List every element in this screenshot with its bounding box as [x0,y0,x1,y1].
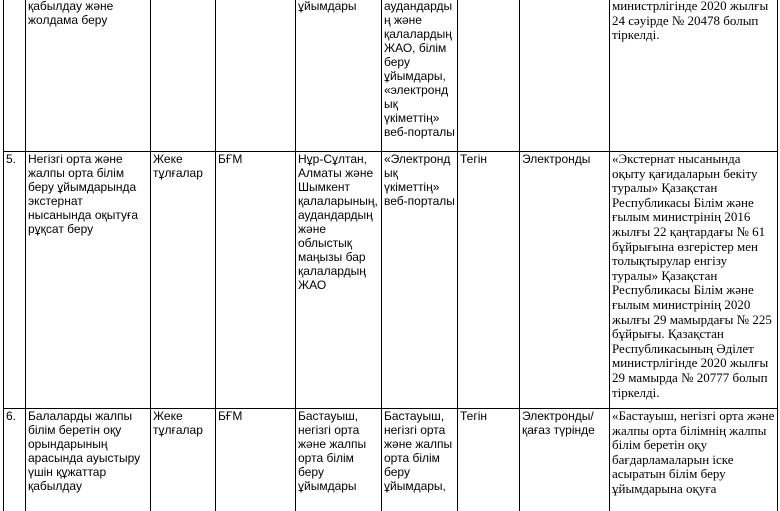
table-row [4,0,778,152]
service-channels: аудандардың және қалалардың ЖАО, білім беру ұйымдары, «электрондық үкіметтің» веб-порталы [382,0,458,152]
service-legal-basis: «Бастауыш, негізгі орта және жалпы орта білімнің жалпы білім беретін оқу бағдарламаларын іске асыратын білім беру ұйымдарына оқуға [610,409,778,511]
service-authority: БҒМ [216,152,296,409]
service-provider: Нұр-Сұлтан, Алматы және Шымкент қалаларының, аудандардың және облыстық маңызы бар қалалардың ЖАО [296,152,382,409]
service-legal-basis: «Экстернат нысанында оқыту қағидаларын бекіту туралы» Қазақстан Республикасы Білім және ғылым министрінің 2016 жылғы 22 қаңтардағы № 61 бұйрығына өзгерістер мен толықтырулар енгізу туралы» Қазақстан Республикасы Білім және ғылым министрінің 2020 жылғы 29 мамырдағы № 225 бұйрығы. Қазақстан Республикасының Әділет министрлігінде 2020 жылғы 29 мамырда № 20777 болып тіркелді. [610,152,778,409]
row-number: 6. [4,409,26,511]
service-name: Негізгі орта және жалпы орта білім беру ұйымдарында экстернат нысанында оқытуға рұқсат беру [26,152,151,409]
row-number [4,0,26,152]
service-channels: Бастауыш, негізгі орта және жалпы орта білім беру ұйымдары, [382,409,458,511]
service-form [520,0,610,152]
public-services-table [3,0,778,511]
service-name: Балаларды жалпы білім беретін оқу орындарының арасында ауыстыру үшін құжаттар қабылдау [26,409,151,511]
table-row [4,409,778,511]
service-cost: Тегін [458,152,520,409]
service-authority: БҒМ [216,409,296,511]
service-authority [216,0,296,152]
service-cost [458,0,520,152]
service-channels: «Электрондық үкіметтің» веб-порталы [382,152,458,409]
service-recipient: Жеке тұлғалар [151,409,216,511]
service-form: Электронды [520,152,610,409]
service-provider: Бастауыш, негізгі орта және жалпы орта білім беру ұйымдары [296,409,382,511]
service-recipient [151,0,216,152]
service-form: Электронды/қағаз түрінде [520,409,610,511]
service-recipient: Жеке тұлғалар [151,152,216,409]
service-name: қабылдау және жолдама беру [26,0,151,152]
service-legal-basis: министрлігінде 2020 жылғы 24 сәуірде № 20478 болып тіркелді. [610,0,778,152]
service-cost: Тегін [458,409,520,511]
row-number: 5. [4,152,26,409]
table-row [4,152,778,409]
service-provider: ұйымдары [296,0,382,152]
